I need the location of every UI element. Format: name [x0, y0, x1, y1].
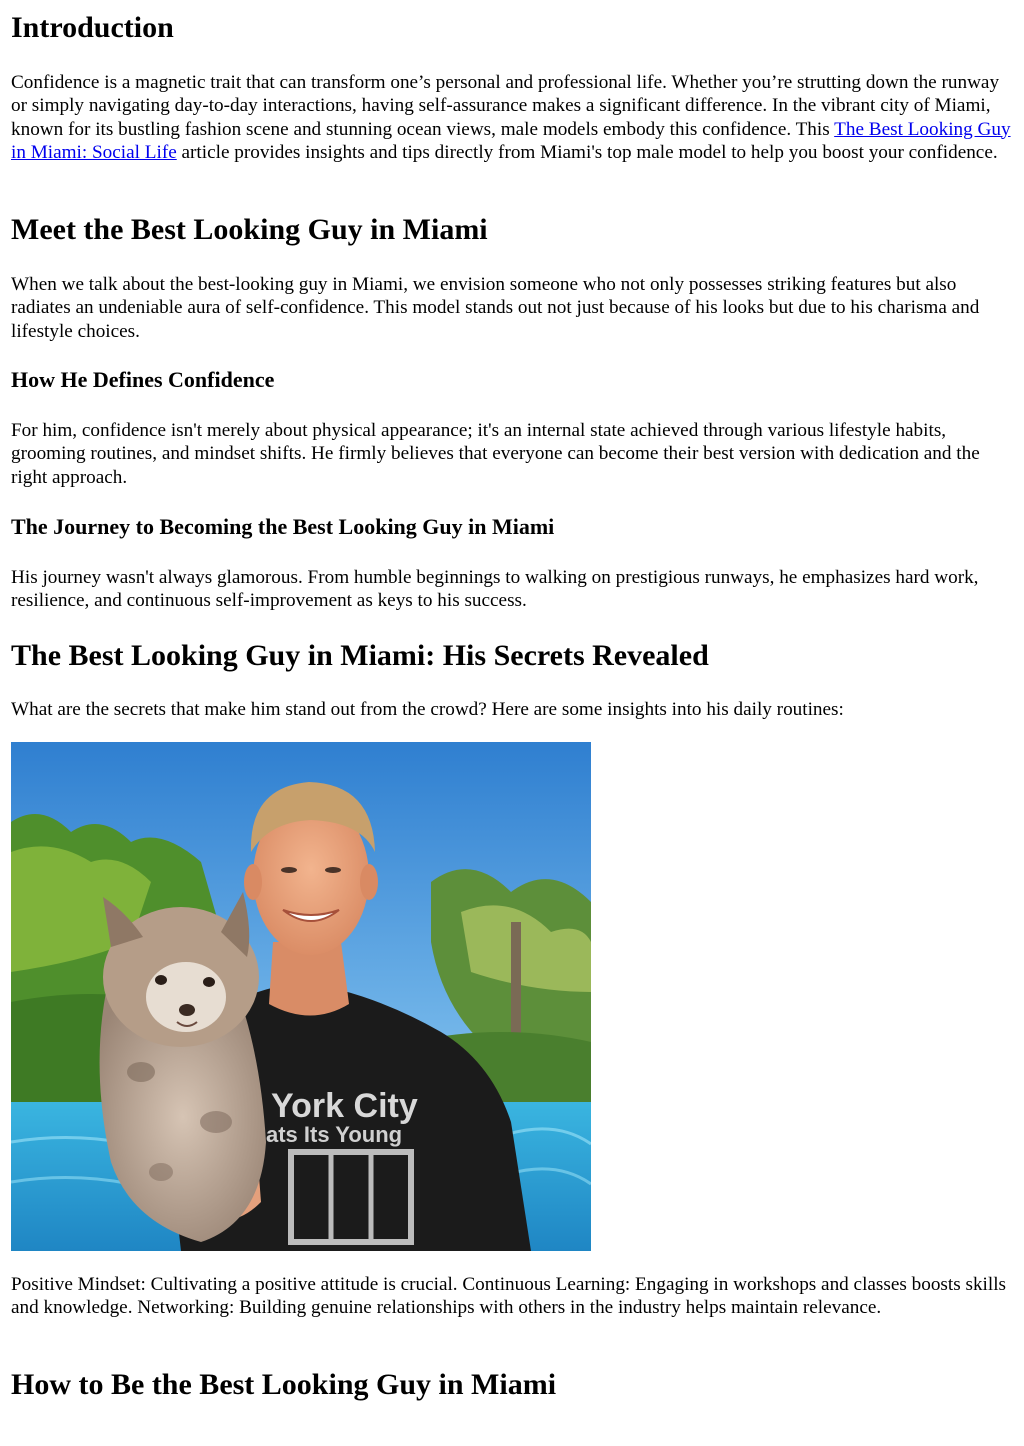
- heading-secrets: The Best Looking Guy in Miami: His Secrets Revealed: [11, 639, 709, 672]
- heading-meet: Meet the Best Looking Guy in Miami: [11, 213, 488, 246]
- defines-paragraph: For him, confidence isn't merely about physical appearance; it's an internal state achieved through various lifestyle habits, grooming routines, and mindset shifts. He firmly believes that everyone can become their best version with dedication and the right approach.: [11, 420, 980, 488]
- intro-paragraph: [11, 71, 1016, 164]
- heading-defines-confidence: How He Defines Confidence: [11, 367, 275, 392]
- dog-eye-left: [155, 975, 167, 985]
- social-life-article-link[interactable]: The Best Looking Guy in Miami: Social Life: [11, 118, 1011, 163]
- heading-how-to: How to Be the Best Looking Guy in Miami: [11, 1368, 557, 1401]
- intro-text-start: Confidence is a magnetic trait that can transform one’s personal and professional life. Whether you’re strutting down the runway or simply navigating day-to-day interactions, having self-assurance makes a significant difference. In the vibrant city of Miami, known for its bustling fashion scene and stunning ocean views, male models embody this confidence. This: [11, 72, 1000, 140]
- shirt-print-line1: York City: [271, 1087, 418, 1125]
- man-eye-right: [325, 867, 341, 873]
- man-eye-left: [281, 867, 297, 873]
- dog-nose: [179, 1004, 195, 1016]
- secrets-intro-paragraph: What are the secrets that make him stand out from the crowd? Here are some insights into his daily routines:: [11, 699, 844, 720]
- man-ear-left: [244, 864, 262, 900]
- dog-eye-right: [203, 977, 215, 987]
- intro-text-end: article provides insights and tips directly from Miami's top male model to help you boost your confidence.: [176, 141, 998, 163]
- secrets-list-paragraph: Positive Mindset: Cultivating a positive attitude is crucial. Continuous Learning: Engaging in workshops and classes boosts skills and knowledge. Networking: Building genuine relationships with others in the industry helps maintain relevance.: [11, 1274, 1006, 1319]
- shirt-print-line2: ats Its Young: [266, 1122, 403, 1147]
- dog-face-light: [146, 962, 226, 1032]
- man-with-dog-photo: [11, 742, 591, 1251]
- heading-journey: The Journey to Becoming the Best Looking Guy in Miami: [11, 514, 555, 539]
- meet-paragraph: When we talk about the best-looking guy in Miami, we envision someone who not only possesses striking features but also radiates an undeniable aura of self-confidence. This model stands out not just because of his looks but due to his charisma and lifestyle choices.: [11, 274, 980, 342]
- man-ear-right: [360, 864, 378, 900]
- journey-paragraph: His journey wasn't always glamorous. From humble beginnings to walking on prestigious runways, he emphasizes hard work, resilience, and continuous self-improvement as keys to his success.: [11, 567, 979, 612]
- heading-introduction: Introduction: [11, 11, 174, 44]
